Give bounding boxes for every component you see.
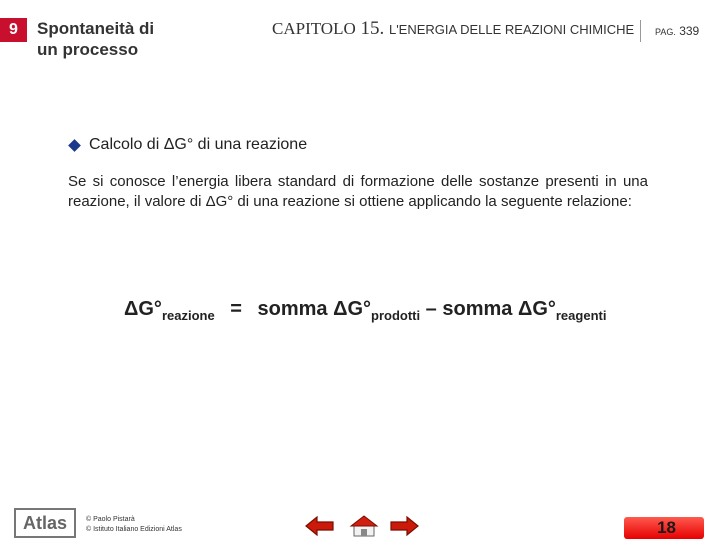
- chapter-title: [272, 18, 634, 40]
- page-number: 339: [679, 24, 700, 38]
- header-divider: [640, 20, 641, 42]
- arrow-right-icon: [388, 515, 420, 537]
- bullet-heading-text: Calcolo di ΔG° di una reazione: [89, 136, 308, 153]
- next-slide-button[interactable]: [388, 515, 420, 537]
- section-title-line2: un processo: [37, 40, 139, 59]
- previous-slide-button[interactable]: [304, 515, 336, 537]
- credit-publisher: © Istituto Italiano Edizioni Atlas: [86, 526, 182, 533]
- slide-number-badge: 18: [624, 517, 704, 539]
- body-paragraph: Se si conosce l’energia libera standard di formazione delle sostanze presenti in una reazione, il valore di ΔG° di una reazione si ottiene applicando la seguente relazione:: [68, 173, 648, 210]
- copyright-credits: [86, 515, 182, 535]
- section-title-line1: Spontaneità di: [37, 19, 155, 38]
- formula-reactants-subscript: reagenti: [555, 308, 607, 323]
- bullet-heading: [68, 136, 307, 154]
- credit-author: © Paolo Pistarà: [86, 516, 135, 523]
- gibbs-formula: [124, 298, 606, 323]
- formula-lhs-subscript: reazione: [161, 308, 215, 323]
- chapter-prefix: CAPITOLO: [272, 19, 356, 38]
- chapter-number: 15.: [360, 18, 385, 39]
- formula-minus: –: [425, 298, 437, 320]
- formula-equals: =: [230, 298, 242, 320]
- section-title: [37, 18, 154, 60]
- formula-term-products: somma ΔG°: [257, 298, 372, 320]
- formula-term-reactants: somma ΔG°: [442, 298, 556, 320]
- home-icon: [348, 515, 380, 537]
- arrow-left-icon: [304, 515, 336, 537]
- page-prefix: PAG.: [655, 27, 676, 37]
- page-reference: [655, 24, 699, 38]
- section-number-badge: 9: [0, 18, 27, 42]
- formula-products-subscript: prodotti: [371, 308, 421, 323]
- atlas-logo: Atlas: [14, 508, 76, 538]
- chapter-name: L'ENERGIA DELLE REAZIONI CHIMICHE: [388, 22, 635, 37]
- formula-lhs: ΔG°: [124, 298, 162, 320]
- home-button[interactable]: [348, 515, 380, 537]
- diamond-bullet-icon: [68, 139, 81, 152]
